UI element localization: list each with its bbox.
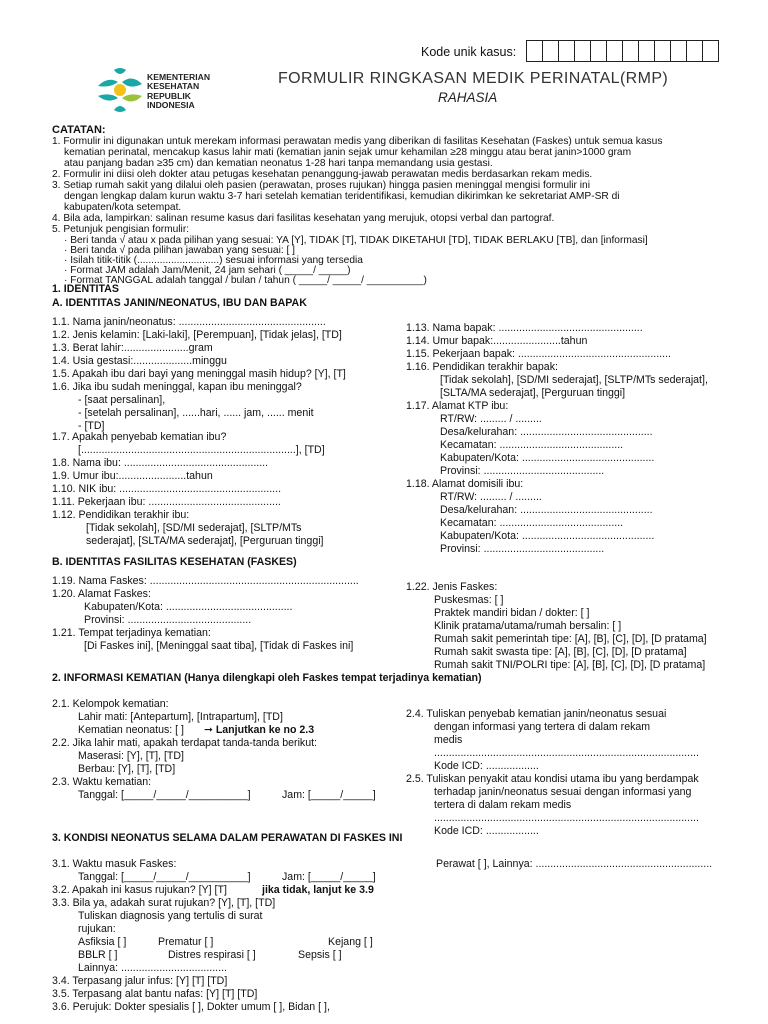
neonate-condition-item: rujukan: xyxy=(78,923,116,935)
faskes-item: Praktek mandiri bidan / dokter: [ ] xyxy=(434,607,590,619)
code-digit-box[interactable] xyxy=(543,41,559,61)
form-title: FORMULIR RINGKASAN MEDIK PERINATAL(RMP) xyxy=(278,70,669,87)
identity-item: 1.11. Pekerjaan ibu: ............................................. xyxy=(52,496,281,508)
note-line: dengan lengkap dalam kurun waktu 3-7 hari setelah kematian teridentifikasi, kemudian dikirimkan ke sekretariat AMP-SR di xyxy=(64,191,620,202)
identity-item: - [TD] xyxy=(78,420,105,432)
death-info-item: medis xyxy=(434,734,463,746)
neonate-condition-item: Perawat [ ], Lainnya: ............................................................ xyxy=(436,858,713,870)
section1a-heading: A. IDENTITAS JANIN/NEONATUS, IBU DAN BAPAK xyxy=(52,297,307,309)
identity-item: 1.14. Umur bapak:.......................tahun xyxy=(406,335,588,347)
faskes-item: Rumah sakit pemerintah tipe: [A], [B], [C], [D], [D pratama] xyxy=(434,633,707,645)
death-info-item: .......................................................................................... xyxy=(434,812,699,824)
identity-item: sederajat], [SLTA/MA sederajat], [Perguruan tinggi] xyxy=(86,535,324,547)
death-info-item: Maserasi: [Y], [T], [TD] xyxy=(78,750,184,762)
neonate-condition-item: BBLR [ ] xyxy=(78,949,118,961)
identity-item: Provinsi: ......................................... xyxy=(440,465,605,477)
death-info-item: 2.3. Waktu kematian: xyxy=(52,776,152,788)
identity-item: 1.1. Nama janin/neonatus: .................................................. xyxy=(52,316,326,328)
ministry-line: KEMENTERIAN xyxy=(147,72,211,82)
case-code-label: Kode unik kasus: xyxy=(421,45,517,59)
neonate-condition-item: 3.2. Apakah ini kasus rujukan? [Y] [T] xyxy=(52,884,227,896)
form-subtitle: RAHASIA xyxy=(438,90,498,105)
identity-item: 1.3. Berat lahir:......................gram xyxy=(52,342,213,354)
death-info-item: Lahir mati: [Antepartum], [Intrapartum], [TD] xyxy=(78,711,283,723)
ministry-line: REPUBLIK xyxy=(147,90,191,101)
identity-item: 1.8. Nama ibu: ................................................. xyxy=(52,457,269,469)
identity-item: Desa/kelurahan: ............................................. xyxy=(440,504,653,516)
neonate-condition-item: 3.6. Perujuk: Dokter spesialis [ ], Dokter umum [ ], Bidan [ ], xyxy=(52,1001,330,1013)
note-line: · Format TANGGAL adalah tanggal / bulan / tahun ( _____/ _____/ __________) xyxy=(64,275,427,286)
code-digit-box[interactable] xyxy=(575,41,591,61)
faskes-item: Kabupaten/Kota: ........................................... xyxy=(84,601,293,613)
code-digit-box[interactable] xyxy=(687,41,703,61)
death-info-item: 2.1. Kelompok kematian: xyxy=(52,698,169,710)
death-info-item: 2.2. Jika lahir mati, apakah terdapat tanda-tanda berikut: xyxy=(52,737,318,749)
section1b-heading: B. IDENTITAS FASILITAS KESEHATAN (FASKES) xyxy=(52,556,297,568)
ministry-name xyxy=(147,73,210,111)
neonate-condition-item: Tuliskan diagnosis yang tertulis di surat xyxy=(78,910,263,922)
faskes-item: Klinik pratama/utama/rumah bersalin: [ ] xyxy=(434,620,622,632)
code-digit-box[interactable] xyxy=(607,41,623,61)
section3-heading: 3. KONDISI NEONATUS SELAMA DALAM PERAWATAN DI FASKES INI xyxy=(52,832,403,844)
identity-item: 1.7. Apakah penyebab kematian ibu? xyxy=(52,431,227,443)
neonate-condition-item: 3.3. Bila ya, adakah surat rujukan? [Y], [T], [TD] xyxy=(52,897,276,909)
faskes-item: 1.21. Tempat terjadinya kematian: xyxy=(52,627,211,639)
identity-item: Kabupaten/Kota: ............................................. xyxy=(440,530,655,542)
ministry-logo-icon xyxy=(96,68,144,112)
neonate-condition-item: 3.1. Waktu masuk Faskes: xyxy=(52,858,177,870)
neonate-condition-item: Prematur [ ] xyxy=(158,936,214,948)
code-digit-box[interactable] xyxy=(655,41,671,61)
death-info-item: tertera di dalam rekam medis xyxy=(434,799,572,811)
faskes-item: [Di Faskes ini], [Meninggal saat tiba], [Tidak di Faskes ini] xyxy=(84,640,354,652)
identity-item: Kabupaten/Kota: ............................................. xyxy=(440,452,655,464)
identity-item: - [saat persalinan], xyxy=(78,394,166,406)
death-info-item: Kode ICD: .................. xyxy=(434,760,539,772)
neonate-condition-item: 3.5. Terpasang alat bantu nafas: [Y] [T] [TD] xyxy=(52,988,258,1000)
section2-heading: 2. INFORMASI KEMATIAN (Hanya dilengkapi oleh Faskes tempat terjadinya kematian) xyxy=(52,672,482,684)
code-digit-box[interactable] xyxy=(559,41,575,61)
note-line: · Beri tanda √ pada pilihan jawaban yang sesuai: [ ] xyxy=(64,245,295,256)
identity-item: Provinsi: ......................................... xyxy=(440,543,605,555)
neonate-condition-item: jika tidak, lanjut ke 3.9 xyxy=(262,884,374,896)
death-info-item: Berbau: [Y], [T], [TD] xyxy=(78,763,176,775)
code-digit-box[interactable] xyxy=(623,41,639,61)
identity-item: 1.16. Pendidikan terakhir bapak: xyxy=(406,361,558,373)
ministry-line: INDONESIA xyxy=(147,100,195,111)
death-info-item: terhadap janin/neonatus sesuai dengan informasi yang xyxy=(434,786,692,798)
code-digit-box[interactable] xyxy=(671,41,687,61)
identity-item: [SLTA/MA sederajat], [Perguruan tinggi] xyxy=(440,387,626,399)
identity-item: 1.13. Nama bapak: ................................................. xyxy=(406,322,643,334)
faskes-item: Rumah sakit TNI/POLRI tipe: [A], [B], [C], [D], [D pratama] xyxy=(434,659,706,671)
death-info-item: ➞ Lanjutkan ke no 2.3 xyxy=(204,724,315,736)
death-info-item: 2.4. Tuliskan penyebab kematian janin/neonatus sesuai xyxy=(406,708,667,720)
neonate-condition-item: Asfiksia [ ] xyxy=(78,936,127,948)
note-line: 1. Formulir ini digunakan untuk merekam informasi perawatan medis yang diberikan di fasilitas Kesehatan (Faskes) untuk semua kasus xyxy=(52,136,663,147)
neonate-condition-item: Jam: [_____/_____] xyxy=(282,871,376,883)
notes-heading: CATATAN: xyxy=(52,124,106,136)
identity-item: RT/RW: ......... / ......... xyxy=(440,413,542,425)
neonate-condition-item: Lainnya: .................................... xyxy=(78,962,227,974)
code-digit-box[interactable] xyxy=(639,41,655,61)
identity-item: 1.15. Pekerjaan bapak: .................................................... xyxy=(406,348,671,360)
code-digit-box[interactable] xyxy=(591,41,607,61)
identity-item: 1.6. Jika ibu sudah meninggal, kapan ibu meninggal? xyxy=(52,381,302,393)
identity-item: Kecamatan: .......................................... xyxy=(440,439,624,451)
note-line: · Format JAM adalah Jam/Menit, 24 jam sehari ( _____/ _____) xyxy=(64,265,351,276)
note-line: 5. Petunjuk pengisian formulir: xyxy=(52,224,190,235)
death-info-item: 2.5. Tuliskan penyakit atau kondisi utama ibu yang berdampak xyxy=(406,773,699,785)
identity-item: 1.2. Jenis kelamin: [Laki-laki], [Perempuan], [Tidak jelas], [TD] xyxy=(52,329,342,341)
death-info-item: .......................................................................................... xyxy=(434,747,699,759)
note-line: · Isilah titik-titik (.............................) sesuai informasi yang tersedia xyxy=(64,255,363,266)
identity-item: [Tidak sekolah], [SD/MI sederajat], [SLTP/MTs sederajat], xyxy=(440,374,708,386)
neonate-condition-item: 3.4. Terpasang jalur infus: [Y] [T] [TD] xyxy=(52,975,228,987)
identity-item: 1.10. NIK ibu: ....................................................... xyxy=(52,483,282,495)
note-line: 4. Bila ada, lampirkan: salinan resume kasus dari fasilitas kesehatan yang merujuk, otopsi verbal dan partograf. xyxy=(52,213,555,224)
identity-item: 1.5. Apakah ibu dari bayi yang meninggal masih hidup? [Y], [T] xyxy=(52,368,346,380)
faskes-item: Puskesmas: [ ] xyxy=(434,594,504,606)
faskes-item: 1.20. Alamat Faskes: xyxy=(52,588,151,600)
identity-item: [.........................................................................], [TD] xyxy=(78,444,325,456)
faskes-item: Rumah sakit swasta tipe: [A], [B], [C], [D], [D pratama] xyxy=(434,646,687,658)
section1-heading: 1. IDENTITAS xyxy=(52,283,119,295)
note-line: 3. Setiap rumah sakit yang dilalui oleh pasien (perawatan, proses rujukan) hingga pasien meninggal mengisi formulir ini xyxy=(52,180,590,191)
identity-item: 1.12. Pendidikan terakhir ibu: xyxy=(52,509,190,521)
identity-item: - [setelah persalinan], ......hari, ...... jam, ...... menit xyxy=(78,407,314,419)
death-info-item: Kematian neonatus: [ ] xyxy=(78,724,185,736)
death-info-item: Jam: [_____/_____] xyxy=(282,789,376,801)
faskes-item: 1.22. Jenis Faskes: xyxy=(406,581,498,593)
identity-item: Desa/kelurahan: ............................................. xyxy=(440,426,653,438)
note-line: 2. Formulir ini diisi oleh dokter atau petugas kesehatan penanggung-jawab perawatan medis berdasarkan rekam medis. xyxy=(52,169,593,180)
death-info-item: Kode ICD: .................. xyxy=(434,825,539,837)
identity-item: RT/RW: ......... / ......... xyxy=(440,491,542,503)
identity-item: 1.4. Usia gestasi:....................minggu xyxy=(52,355,227,367)
identity-item: [Tidak sekolah], [SD/MI sederajat], [SLTP/MTs xyxy=(86,522,302,534)
case-code-boxes[interactable] xyxy=(526,40,719,62)
neonate-condition-item: Kejang [ ] xyxy=(328,936,373,948)
death-info-item: Tanggal: [_____/_____/__________] xyxy=(78,789,251,801)
ministry-line: KESEHATAN xyxy=(147,81,200,92)
identity-item: 1.17. Alamat KTP ibu: xyxy=(406,400,509,412)
neonate-condition-item: Distres respirasi [ ] xyxy=(168,949,256,961)
note-line: atau panjang badan ≥35 cm) dan kematian neonatus 1-28 hari tanpa memandang usia gestasi. xyxy=(64,158,493,169)
code-digit-box[interactable] xyxy=(703,41,718,61)
note-line: · Beri tanda √ atau x pada pilihan yang sesuai: YA [Y], TIDAK [T], TIDAK DIKETAHUI [TD], TIDAK BERLAKU [TB], dan [informasi] xyxy=(64,235,648,246)
identity-item: 1.9. Umur ibu:.......................tahun xyxy=(52,470,213,482)
note-line: kabupaten/kota setempat. xyxy=(64,202,182,213)
code-digit-box[interactable] xyxy=(527,41,543,61)
neonate-condition-item: Tanggal: [_____/_____/__________] xyxy=(78,871,251,883)
identity-item: Kecamatan: .......................................... xyxy=(440,517,624,529)
neonate-condition-item: Sepsis [ ] xyxy=(298,949,342,961)
death-info-item: dengan informasi yang tertera di dalam rekam xyxy=(434,721,651,733)
faskes-item: Provinsi: .......................................... xyxy=(84,614,252,626)
faskes-item: 1.19. Nama Faskes: ....................................................................... xyxy=(52,575,359,587)
identity-item: 1.18. Alamat domisili ibu: xyxy=(406,478,524,490)
note-line: kematian perinatal, mencakup kasus lahir mati (kematian janin sejak umur kehamilan ≥28 minggu atau berat janin>1000 gram xyxy=(64,147,632,158)
